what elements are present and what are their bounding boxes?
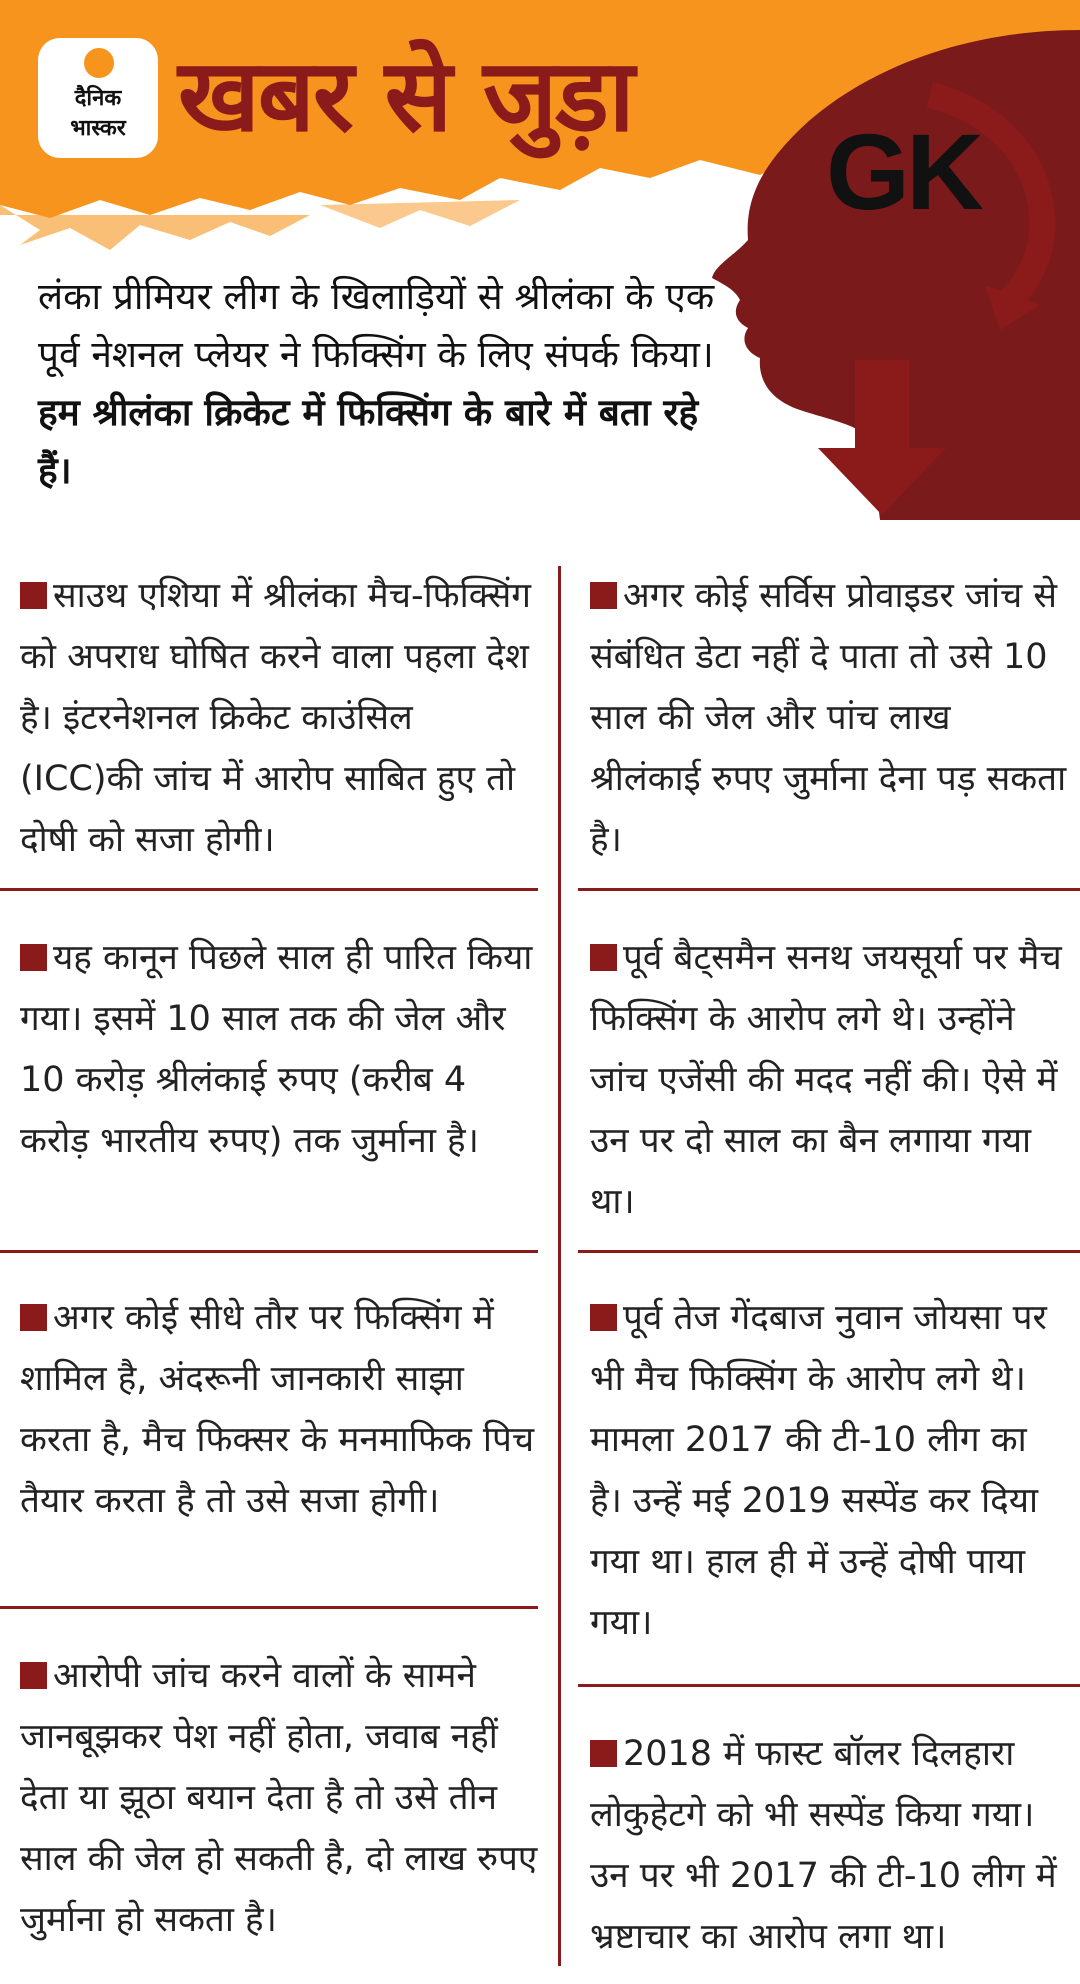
fact-text: अगर कोई सर्विस प्रोवाइडर जांच से संबंधित डेटा नहीं दे पाता तो उसे 10 साल की जेल और पांच लाख श्रीलंकाई रुपए जुर्माना देना पड़ सकता है।: [590, 576, 1067, 860]
bullet-square-icon: [20, 582, 47, 609]
fact-item: [590, 928, 1068, 1233]
bullet-square-icon: [590, 1740, 617, 1767]
logo-line1: दैनिक: [74, 86, 122, 111]
bullet-square-icon: [20, 1304, 47, 1331]
intro-paragraph: [38, 268, 718, 500]
gk-badge: GK: [826, 111, 980, 232]
page-title: खबर से जुड़ा: [178, 37, 633, 154]
fact-item: [590, 1288, 1068, 1654]
facts-grid: [0, 566, 1080, 1984]
intro-bold-text: हम श्रीलंका क्रिकेट में फिक्सिंग के बारे में बता रहे हैं।: [38, 391, 699, 492]
bullet-square-icon: [590, 1304, 617, 1331]
logo-line2: भास्कर: [70, 116, 126, 141]
fact-text: 2018 में फास्ट बॉलर दिलहारा लोकुहेटगे को भी सस्पेंड किया गया। उन पर भी 2017 की टी-10 लीग में भ्रष्टाचार का आरोप लगा था।: [590, 1734, 1057, 1957]
fact-item: [20, 1646, 540, 1951]
fact-text: आरोपी जांच करने वालों के सामने जानबूझकर पेश नहीं होता, जवाब नहीं देता या झूठा बयान देता है तो उसे तीन साल की जेल हो सकती है, दो लाख रुपए जुर्माना हो सकता है।: [20, 1656, 538, 1940]
fact-text: पूर्व तेज गेंदबाज नुवान जोयसा पर भी मैच फिक्सिंग के आरोप लगे थे। मामला 2017 की टी-10 लीग का है। उन्हें मई 2019 सस्पेंड कर दिया गया था। हाल ही में उन्हें दोषी पाया गया।: [590, 1298, 1047, 1643]
fact-text: साउथ एशिया में श्रीलंका मैच-फिक्सिंग को अपराध घोषित करने वाला पहला देश है। इंटरनेशनल क्रिकेट काउंसिल (ICC)की जांच में आरोप साबित हुए तो दोषी को सजा होगी।: [20, 576, 531, 860]
fact-text: यह कानून पिछले साल ही पारित किया गया। इसमें 10 साल तक की जेल और 10 करोड़ श्रीलंकाई रुपए (करीब 4 करोड़ भारतीय रुपए) तक जुर्माना है।: [20, 938, 533, 1161]
bullet-square-icon: [20, 944, 47, 971]
fact-item: [20, 566, 540, 871]
fact-item: [20, 928, 540, 1172]
row-divider: [578, 888, 1080, 891]
column-divider: [558, 566, 561, 1966]
fact-text: अगर कोई सीधे तौर पर फिक्सिंग में शामिल है, अंदरूनी जानकारी साझा करता है, मैच फिक्सर के मनमाफिक पिच तैयार करता है तो उसे सजा होगी।: [20, 1298, 535, 1521]
fact-item: [20, 1288, 540, 1532]
bullet-square-icon: [590, 944, 617, 971]
row-divider: [0, 888, 538, 891]
row-divider: [0, 1250, 538, 1253]
fact-item: [590, 566, 1068, 871]
fact-text: पूर्व बैट्समैन सनथ जयसूर्या पर मैच फिक्सिंग के आरोप लगे थे। उन्होंने जांच एजेंसी की मदद नहीं की। ऐसे में उन पर दो साल का बैन लगाया गया था।: [590, 938, 1062, 1222]
row-divider: [578, 1250, 1080, 1253]
fact-item: [590, 1724, 1068, 1968]
row-divider: [0, 1606, 538, 1609]
intro-text: लंका प्रीमियर लीग के खिलाड़ियों से श्रीलंका के एक पूर्व नेशनल प्लेयर ने फिक्सिंग के लिए संपर्क किया।: [38, 275, 715, 376]
row-divider: [578, 1684, 1080, 1687]
bullet-square-icon: [590, 582, 617, 609]
bullet-square-icon: [20, 1662, 47, 1689]
